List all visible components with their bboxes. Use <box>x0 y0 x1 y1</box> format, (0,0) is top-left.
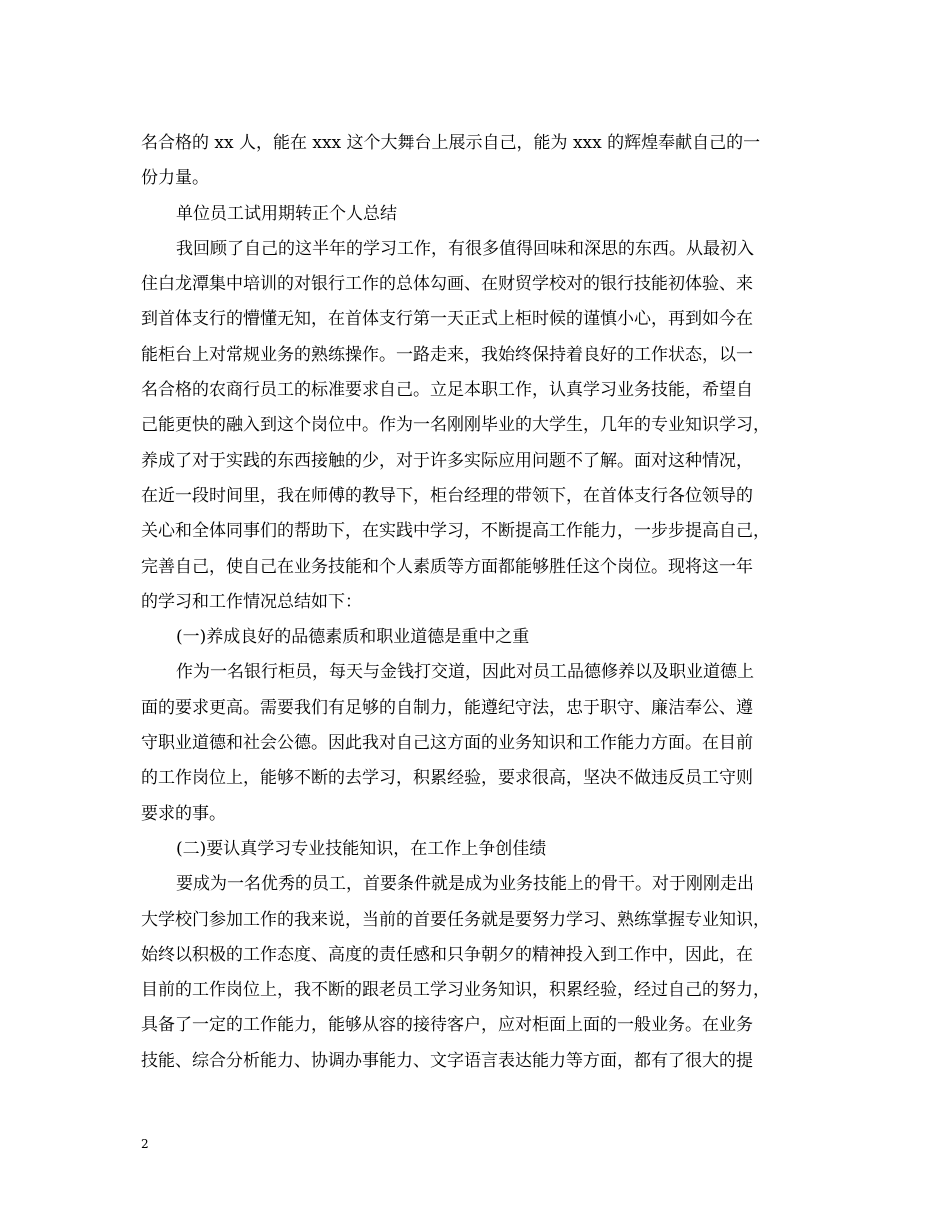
text-line: 能柜台上对常规业务的熟练操作。一路走来，我始终保持着良好的工作状态，以一 <box>141 344 753 365</box>
text-line: 的学习和工作情况总结如下： <box>141 591 362 612</box>
text-line: 在近一段时间里，我在师傅的教导下，柜台经理的带领下，在首体支行各位领导的 <box>141 485 753 506</box>
text-line: 守职业道德和社会公德。因此我对自己这方面的业务知识和工作能力方面。在目前 <box>141 733 753 754</box>
text-line: 要求的事。 <box>141 803 226 824</box>
section-title: 单位员工试用期转正个人总结 <box>176 203 397 224</box>
text-line: 完善自己，使自己在业务技能和个人素质等方面都能够胜任这个岗位。现将这一年 <box>141 556 753 577</box>
text-line: 的工作岗位上，能够不断的去学习，积累经验，要求很高，坚决不做违反员工守则 <box>141 768 753 789</box>
text-line: 名合格的农商行员工的标准要求自己。立足本职工作，认真学习业务技能，希望自 <box>141 380 753 401</box>
text-line: 名合格的 xx 人，能在 xxx 这个大舞台上展示自己，能为 xxx 的辉煌奉献自己的一 <box>141 133 761 153</box>
text-line: 关心和全体同事们的帮助下，在实践中学习，不断提高工作能力，一步步提高自己， <box>141 521 770 542</box>
text-line: 养成了对于实践的东西接触的少，对于许多实际应用问题不了解。面对这种情况， <box>141 450 753 471</box>
page-number: 2 <box>141 1137 149 1151</box>
text-line: 到首体支行的懵懂无知，在首体支行第一天正式上柜时候的谨慎小心，再到如今在 <box>141 309 753 330</box>
text-line: 己能更快的融入到这个岗位中。作为一名刚刚毕业的大学生，几年的专业知识学习， <box>141 415 770 436</box>
text-line: 住白龙潭集中培训的对银行工作的总体勾画、在财贸学校对的银行技能初体验、来 <box>141 274 753 295</box>
text-line: 始终以积极的工作态度、高度的责任感和只争朝夕的精神投入到工作中，因此，在 <box>141 944 753 965</box>
text-line: 份力量。 <box>141 168 209 189</box>
section-heading-2: (二)要认真学习专业技能知识，在工作上争创佳绩 <box>176 838 547 859</box>
text-line: 我回顾了自己的这半年的学习工作，有很多值得回味和深思的东西。从最初入 <box>176 238 754 259</box>
text-line: 目前的工作岗位上，我不断的跟老员工学习业务知识，积累经验，经过自己的努力， <box>141 980 770 1001</box>
text-line: 面的要求更高。需要我们有足够的自制力，能遵纪守法，忠于职守、廉洁奉公、遵 <box>141 697 753 718</box>
text-line: 大学校门参加工作的我来说，当前的首要任务就是要努力学习、熟练掌握专业知识， <box>141 909 770 930</box>
document-body <box>141 126 821 1079</box>
text-line: 具备了一定的工作能力，能够从容的接待客户，应对柜面上面的一般业务。在业务 <box>141 1015 753 1036</box>
text-line: 作为一名银行柜员，每天与金钱打交道，因此对员工品德修养以及职业道德上 <box>176 662 754 683</box>
section-heading-1: (一)养成良好的品德素质和职业道德是重中之重 <box>176 627 530 648</box>
text-line: 技能、综合分析能力、协调办事能力、文字语言表达能力等方面，都有了很大的提 <box>141 1050 753 1071</box>
text-line: 要成为一名优秀的员工，首要条件就是成为业务技能上的骨干。对于刚刚走出 <box>176 874 754 895</box>
